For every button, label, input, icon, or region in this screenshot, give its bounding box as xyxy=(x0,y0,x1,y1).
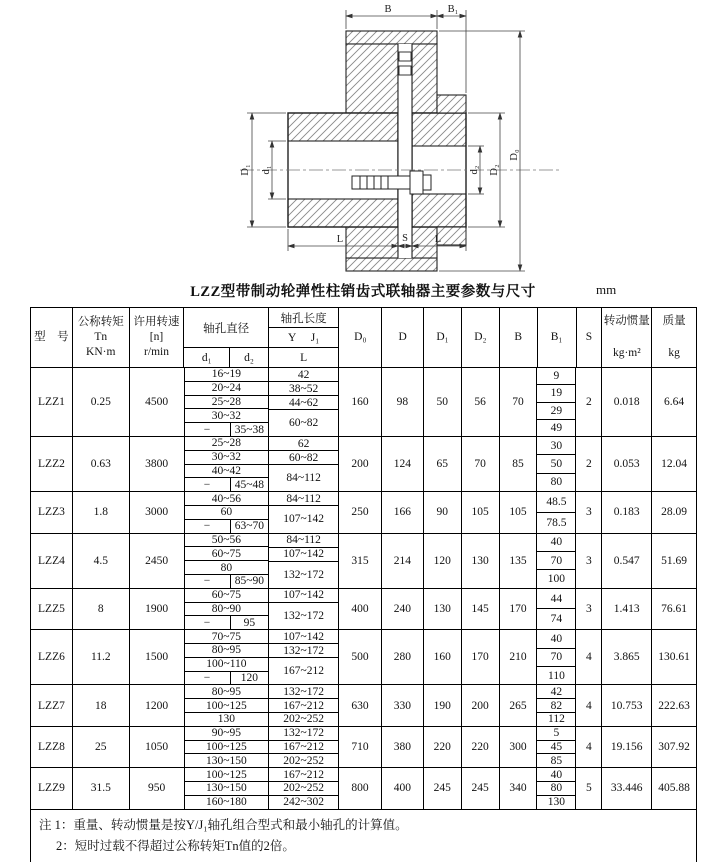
D2-cell: 200 xyxy=(462,685,500,725)
note-1: 注 1：重量、转动惯量是按Y/J₁轴孔组合型式和最小轴孔的计算值。 xyxy=(39,817,408,832)
model-cell: LZZ9 xyxy=(31,768,73,808)
bore-subrow: 130~150 xyxy=(206,754,247,767)
dim-label-L-right: L xyxy=(434,234,442,245)
table-row-LZZ1 xyxy=(31,368,696,437)
header-inertia-line1: 转动惯量 xyxy=(603,315,650,327)
length-subrow: 202~252 xyxy=(283,754,325,767)
bore-length-cell xyxy=(269,685,339,725)
table-row-LZZ9 xyxy=(31,768,696,809)
D1-cell: 130 xyxy=(424,589,462,629)
header-inertia xyxy=(602,308,652,367)
bore-diameter-cell xyxy=(185,368,270,436)
bore-d2-value: 120 xyxy=(240,671,259,684)
bore-length-cell xyxy=(269,630,339,684)
length-subrow: 167~212 xyxy=(269,741,338,755)
B1-subrow: 9 xyxy=(537,368,575,385)
bore-subrow xyxy=(185,423,269,436)
header-torque xyxy=(73,308,130,367)
inertia-cell: 19.156 xyxy=(602,727,652,767)
bore-subrow: 90~95 xyxy=(185,727,269,741)
speed-cell: 1900 xyxy=(130,589,185,629)
header-torque-line2: Tn xyxy=(94,331,108,344)
bore-d1-value: − xyxy=(185,575,231,588)
B-cell: 340 xyxy=(500,768,538,808)
D1-cell: 50 xyxy=(424,368,462,436)
B-cell: 170 xyxy=(500,589,538,629)
B1-subrow: 100 xyxy=(547,573,566,586)
model-cell: LZZ7 xyxy=(31,685,73,725)
title-bar xyxy=(30,278,696,303)
bore-subrow: 20~24 xyxy=(185,382,269,396)
dim-label-d2: d₂ xyxy=(469,165,480,175)
mass-cell: 6.64 xyxy=(664,396,685,408)
S-cell: 2 xyxy=(576,437,602,491)
length-subrow: 242~302 xyxy=(283,796,325,809)
header-speed-line2: [n] xyxy=(149,331,164,344)
table-row-LZZ7 xyxy=(31,685,696,726)
S-cell: 4 xyxy=(576,630,602,684)
D1-cell: 65 xyxy=(424,437,462,491)
torque-cell: 4.5 xyxy=(73,534,130,588)
note-2: 2：短时过载不得超过公称转矩Tn值的2倍。 xyxy=(56,839,295,854)
brake-drum xyxy=(346,31,437,271)
length-subrow: 132~172 xyxy=(269,685,338,699)
header-yj1: Y J₁ xyxy=(288,331,320,344)
length-subrow: 132~172 xyxy=(283,568,325,581)
bore-subrow xyxy=(185,672,269,685)
header-bore-length xyxy=(269,308,339,347)
B-cell: 135 xyxy=(500,534,538,588)
speed-cell: 950 xyxy=(130,768,185,808)
inertia-cell: 0.183 xyxy=(602,492,652,532)
header-torque-line1: 公称转矩 xyxy=(77,316,124,329)
torque-cell: 25 xyxy=(73,727,130,767)
mass-cell: 222.63 xyxy=(658,699,690,712)
table-row-LZZ8 xyxy=(31,727,696,768)
bore-length-cell xyxy=(269,589,339,629)
length-subrow: 132~172 xyxy=(283,610,325,623)
torque-cell: 8 xyxy=(73,589,130,629)
B1-subrow: 70 xyxy=(537,552,575,570)
B1-cell xyxy=(537,589,576,629)
bore-subrow: 100~125 xyxy=(185,768,269,782)
bore-subrow: 25~28 xyxy=(185,396,269,410)
bore-subrow: 60 xyxy=(185,506,269,520)
bore-d1-value: − xyxy=(185,520,231,533)
bore-d1-value: − xyxy=(185,478,231,491)
B-cell: 210 xyxy=(500,630,538,684)
bore-subrow xyxy=(185,478,269,491)
B1-subrow: 19 xyxy=(537,385,575,402)
bore-diameter-cell xyxy=(185,492,270,532)
B1-subrow: 40 xyxy=(537,768,575,782)
S-cell: 3 xyxy=(576,492,602,532)
D-cell: 380 xyxy=(382,727,424,767)
length-subrow: 42 xyxy=(269,368,338,382)
D-cell: 166 xyxy=(382,492,424,532)
bore-subrow: 100~110 xyxy=(185,658,269,672)
D-cell: 400 xyxy=(382,768,424,808)
D2-cell: 130 xyxy=(462,534,500,588)
bore-subrow: 80~90 xyxy=(185,603,269,617)
D1-cell: 245 xyxy=(424,768,462,808)
header-d2: d₂ xyxy=(230,348,269,367)
unit-label: mm xyxy=(596,282,617,297)
bore-subrow xyxy=(185,616,269,629)
header-S: S xyxy=(577,308,603,367)
mass-cell: 51.69 xyxy=(661,554,687,567)
torque-cell: 0.63 xyxy=(73,437,130,491)
bore-length-cell xyxy=(269,368,339,436)
bore-length-cell xyxy=(269,437,339,491)
B1-cell xyxy=(537,630,576,684)
length-subrow: 132~172 xyxy=(269,644,338,658)
B-cell: 265 xyxy=(500,685,538,725)
bore-subrow: 160~180 xyxy=(206,796,247,809)
D1-cell: 160 xyxy=(424,630,462,684)
bore-subrow: 50~56 xyxy=(185,534,269,548)
bore-diameter-cell xyxy=(185,589,270,629)
B1-subrow: 80 xyxy=(550,476,563,489)
B1-subrow: 40 xyxy=(537,630,575,648)
parameters-table xyxy=(30,307,697,862)
B1-subrow: 5 xyxy=(537,727,575,741)
dim-label-B: B xyxy=(384,4,392,15)
bore-subrow xyxy=(185,575,269,588)
length-subrow: 60~82 xyxy=(269,451,338,465)
mass-cell: 307.92 xyxy=(658,740,690,753)
length-subrow: 44~62 xyxy=(269,396,338,410)
D-cell: 98 xyxy=(382,368,424,436)
bore-diameter-cell xyxy=(185,630,270,684)
length-subrow: 60~82 xyxy=(289,417,319,429)
bore-diameter-cell xyxy=(185,727,270,767)
bore-d2-value: 95 xyxy=(243,616,256,629)
header-D1: D₁ xyxy=(424,308,462,367)
speed-cell: 1500 xyxy=(130,630,185,684)
D0-cell: 800 xyxy=(339,768,382,808)
header-D0: D₀ xyxy=(339,308,382,367)
model-cell: LZZ6 xyxy=(31,630,73,684)
bore-subrow: 30~32 xyxy=(185,409,269,423)
B1-subrow: 85 xyxy=(550,754,563,767)
speed-cell: 3800 xyxy=(130,437,185,491)
B-cell: 70 xyxy=(500,368,538,436)
bore-subrow: 40~42 xyxy=(185,465,269,479)
bore-length-cell xyxy=(269,492,339,532)
D2-cell: 220 xyxy=(462,727,500,767)
D2-cell: 56 xyxy=(462,368,500,436)
inertia-cell: 33.446 xyxy=(602,768,652,808)
B1-subrow: 50 xyxy=(537,455,575,473)
header-bore-diameter: 轴孔直径 xyxy=(184,308,268,347)
D2-cell: 145 xyxy=(462,589,500,629)
mass-cell: 405.88 xyxy=(658,782,690,795)
model-cell: LZZ8 xyxy=(31,727,73,767)
technical-drawing xyxy=(0,0,726,278)
header-mass-line1: 质量 xyxy=(662,315,686,327)
D-cell: 240 xyxy=(382,589,424,629)
header-L: L xyxy=(300,351,308,364)
inertia-cell: 10.753 xyxy=(602,685,652,725)
dim-label-D2: D₂ xyxy=(489,164,500,176)
length-subrow: 84~112 xyxy=(269,492,338,506)
S-cell: 2 xyxy=(576,368,602,436)
bore-d1-value: − xyxy=(185,616,231,629)
B1-subrow: 70 xyxy=(537,649,575,667)
S-cell: 3 xyxy=(576,534,602,588)
D2-cell: 105 xyxy=(462,492,500,532)
pin-bolt xyxy=(352,171,431,194)
mass-cell: 76.61 xyxy=(661,602,687,615)
table-row-LZZ4 xyxy=(31,534,696,589)
B-cell: 300 xyxy=(500,727,538,767)
dim-label-D1: D₁ xyxy=(240,164,251,176)
D-cell: 280 xyxy=(382,630,424,684)
model-cell: LZZ3 xyxy=(31,492,73,532)
B1-cell xyxy=(537,437,576,491)
D0-cell: 160 xyxy=(339,368,382,436)
D-cell: 330 xyxy=(382,685,424,725)
S-cell: 5 xyxy=(576,768,602,808)
B1-subrow: 48.5 xyxy=(537,492,575,513)
header-model: 型 号 xyxy=(31,308,73,367)
bore-subrow: 16~19 xyxy=(185,368,269,382)
D0-cell: 500 xyxy=(339,630,382,684)
model-cell: LZZ4 xyxy=(31,534,73,588)
bore-subrow: 60~75 xyxy=(185,589,269,603)
B1-cell xyxy=(537,768,576,808)
D0-cell: 710 xyxy=(339,727,382,767)
bore-d2-value: 85~90 xyxy=(234,575,265,588)
bore-subrow: 100~125 xyxy=(185,741,269,755)
speed-cell: 3000 xyxy=(130,492,185,532)
header-B: B xyxy=(500,308,538,367)
D1-cell: 90 xyxy=(424,492,462,532)
inertia-cell: 0.053 xyxy=(602,437,652,491)
D0-cell: 400 xyxy=(339,589,382,629)
B1-subrow: 74 xyxy=(550,613,563,626)
S-cell: 3 xyxy=(576,589,602,629)
bore-subrow: 80~95 xyxy=(185,685,269,699)
bore-diameter-cell xyxy=(185,534,270,588)
bore-subrow xyxy=(185,520,269,533)
bore-length-cell xyxy=(269,534,339,588)
header-inertia-line2: kg·m² xyxy=(612,347,641,360)
table-body xyxy=(31,368,696,810)
header-speed-line1: 许用转速 xyxy=(133,316,180,329)
B1-cell xyxy=(537,685,576,725)
header-speed xyxy=(130,308,185,367)
header-bore-group xyxy=(184,308,339,367)
torque-cell: 11.2 xyxy=(73,630,130,684)
header-speed-line3: r/min xyxy=(144,345,169,358)
B1-subrow: 42 xyxy=(537,685,575,699)
length-subrow: 107~142 xyxy=(269,548,338,562)
S-cell: 4 xyxy=(576,685,602,725)
mass-cell: 28.09 xyxy=(661,506,687,519)
dim-label-S: S xyxy=(402,233,408,244)
D0-cell: 315 xyxy=(339,534,382,588)
B1-cell xyxy=(537,492,576,532)
table-notes xyxy=(31,810,696,862)
D-cell: 124 xyxy=(382,437,424,491)
bore-subrow: 70~75 xyxy=(185,630,269,644)
B1-cell xyxy=(537,534,576,588)
inertia-cell: 1.413 xyxy=(602,589,652,629)
header-bore-length-title: 轴孔长度 xyxy=(269,308,339,328)
bore-subrow: 80~95 xyxy=(185,644,269,658)
D1-cell: 190 xyxy=(424,685,462,725)
model-cell: LZZ5 xyxy=(31,589,73,629)
B1-subrow: 78.5 xyxy=(546,516,567,529)
B1-subrow: 40 xyxy=(537,534,575,552)
length-subrow: 84~112 xyxy=(269,534,338,548)
bore-subrow: 80 xyxy=(185,561,269,575)
torque-cell: 1.8 xyxy=(73,492,130,532)
length-subrow: 107~142 xyxy=(283,513,325,526)
S-cell: 4 xyxy=(576,727,602,767)
bore-d2-value: 35~38 xyxy=(234,423,265,436)
bore-subrow: 30~32 xyxy=(185,451,269,465)
table-row-LZZ5 xyxy=(31,589,696,630)
table-row-LZZ2 xyxy=(31,437,696,492)
bore-length-cell xyxy=(269,727,339,767)
speed-cell: 4500 xyxy=(130,368,185,436)
B1-cell xyxy=(537,368,576,436)
torque-cell: 31.5 xyxy=(73,768,130,808)
table-row-LZZ6 xyxy=(31,630,696,685)
header-B1: B₁ xyxy=(538,308,577,367)
header-d1: d₁ xyxy=(184,348,230,367)
length-subrow: 107~142 xyxy=(269,630,338,644)
length-subrow: 167~212 xyxy=(269,768,338,782)
D0-cell: 250 xyxy=(339,492,382,532)
length-subrow: 62 xyxy=(269,437,338,451)
torque-cell: 18 xyxy=(73,685,130,725)
D2-cell: 170 xyxy=(462,630,500,684)
length-subrow: 202~252 xyxy=(283,713,325,726)
B1-subrow: 45 xyxy=(537,741,575,755)
header-D: D xyxy=(382,308,424,367)
bore-subrow: 40~56 xyxy=(185,492,269,506)
table-row-LZZ3 xyxy=(31,492,696,533)
speed-cell: 1050 xyxy=(130,727,185,767)
speed-cell: 2450 xyxy=(130,534,185,588)
D-cell: 214 xyxy=(382,534,424,588)
bore-d2-value: 45~48 xyxy=(234,478,265,491)
header-mass xyxy=(652,308,696,367)
bore-subrow: 25~28 xyxy=(185,437,269,451)
B1-subrow: 82 xyxy=(537,699,575,713)
bore-diameter-cell xyxy=(185,768,270,808)
header-D2: D₂ xyxy=(462,308,500,367)
B1-subrow: 130 xyxy=(547,796,566,809)
bore-subrow: 100~125 xyxy=(185,699,269,713)
page-title: LZZ型带制动轮弹性柱销齿式联轴器主要参数与尺寸 xyxy=(190,284,536,300)
bore-d1-value: − xyxy=(185,423,231,436)
D0-cell: 200 xyxy=(339,437,382,491)
model-cell: LZZ2 xyxy=(31,437,73,491)
length-subrow: 38~52 xyxy=(269,382,338,396)
mass-cell: 130.61 xyxy=(658,651,690,664)
mass-cell: 12.04 xyxy=(661,458,687,471)
torque-cell: 0.25 xyxy=(73,368,130,436)
B1-subrow: 29 xyxy=(537,403,575,420)
inertia-cell: 3.865 xyxy=(602,630,652,684)
inertia-cell: 0.018 xyxy=(602,368,652,436)
B-cell: 105 xyxy=(500,492,538,532)
inertia-cell: 0.547 xyxy=(602,534,652,588)
table-header xyxy=(31,308,696,368)
B1-subrow: 30 xyxy=(537,437,575,455)
length-subrow: 84~112 xyxy=(286,472,321,485)
B1-cell xyxy=(537,727,576,767)
model-cell: LZZ1 xyxy=(31,368,73,436)
D2-cell: 70 xyxy=(462,437,500,491)
bore-d2-value: 63~70 xyxy=(234,520,265,533)
length-subrow: 202~252 xyxy=(269,782,338,796)
bore-subrow: 130~150 xyxy=(185,782,269,796)
bore-subrow: 60~75 xyxy=(185,547,269,561)
length-subrow: 167~212 xyxy=(269,699,338,713)
speed-cell: 1200 xyxy=(130,685,185,725)
B1-subrow: 49 xyxy=(550,421,563,434)
dim-label-B1: B₁ xyxy=(447,4,459,15)
bore-diameter-cell xyxy=(185,437,270,491)
center-web xyxy=(398,44,412,258)
header-torque-line3: KN·m xyxy=(86,345,116,358)
bore-length-cell xyxy=(269,768,339,808)
D1-cell: 220 xyxy=(424,727,462,767)
bore-subrow: 130 xyxy=(217,713,236,726)
bore-diameter-cell xyxy=(185,685,270,725)
D0-cell: 630 xyxy=(339,685,382,725)
length-subrow: 167~212 xyxy=(283,665,325,678)
dim-label-L-left: L xyxy=(336,234,344,245)
dim-label-D0: D₀ xyxy=(509,149,520,161)
B1-subrow: 110 xyxy=(548,669,565,682)
D2-cell: 245 xyxy=(462,768,500,808)
bore-d1-value: − xyxy=(185,672,231,685)
B-cell: 85 xyxy=(500,437,538,491)
length-subrow: 132~172 xyxy=(269,727,338,741)
B1-subrow: 44 xyxy=(537,589,575,610)
D1-cell: 120 xyxy=(424,534,462,588)
B1-subrow: 80 xyxy=(537,782,575,796)
header-mass-line2: kg xyxy=(668,347,680,360)
dim-label-d1: d₁ xyxy=(261,165,272,175)
B1-subrow: 112 xyxy=(548,713,565,726)
length-subrow: 107~142 xyxy=(269,589,338,603)
